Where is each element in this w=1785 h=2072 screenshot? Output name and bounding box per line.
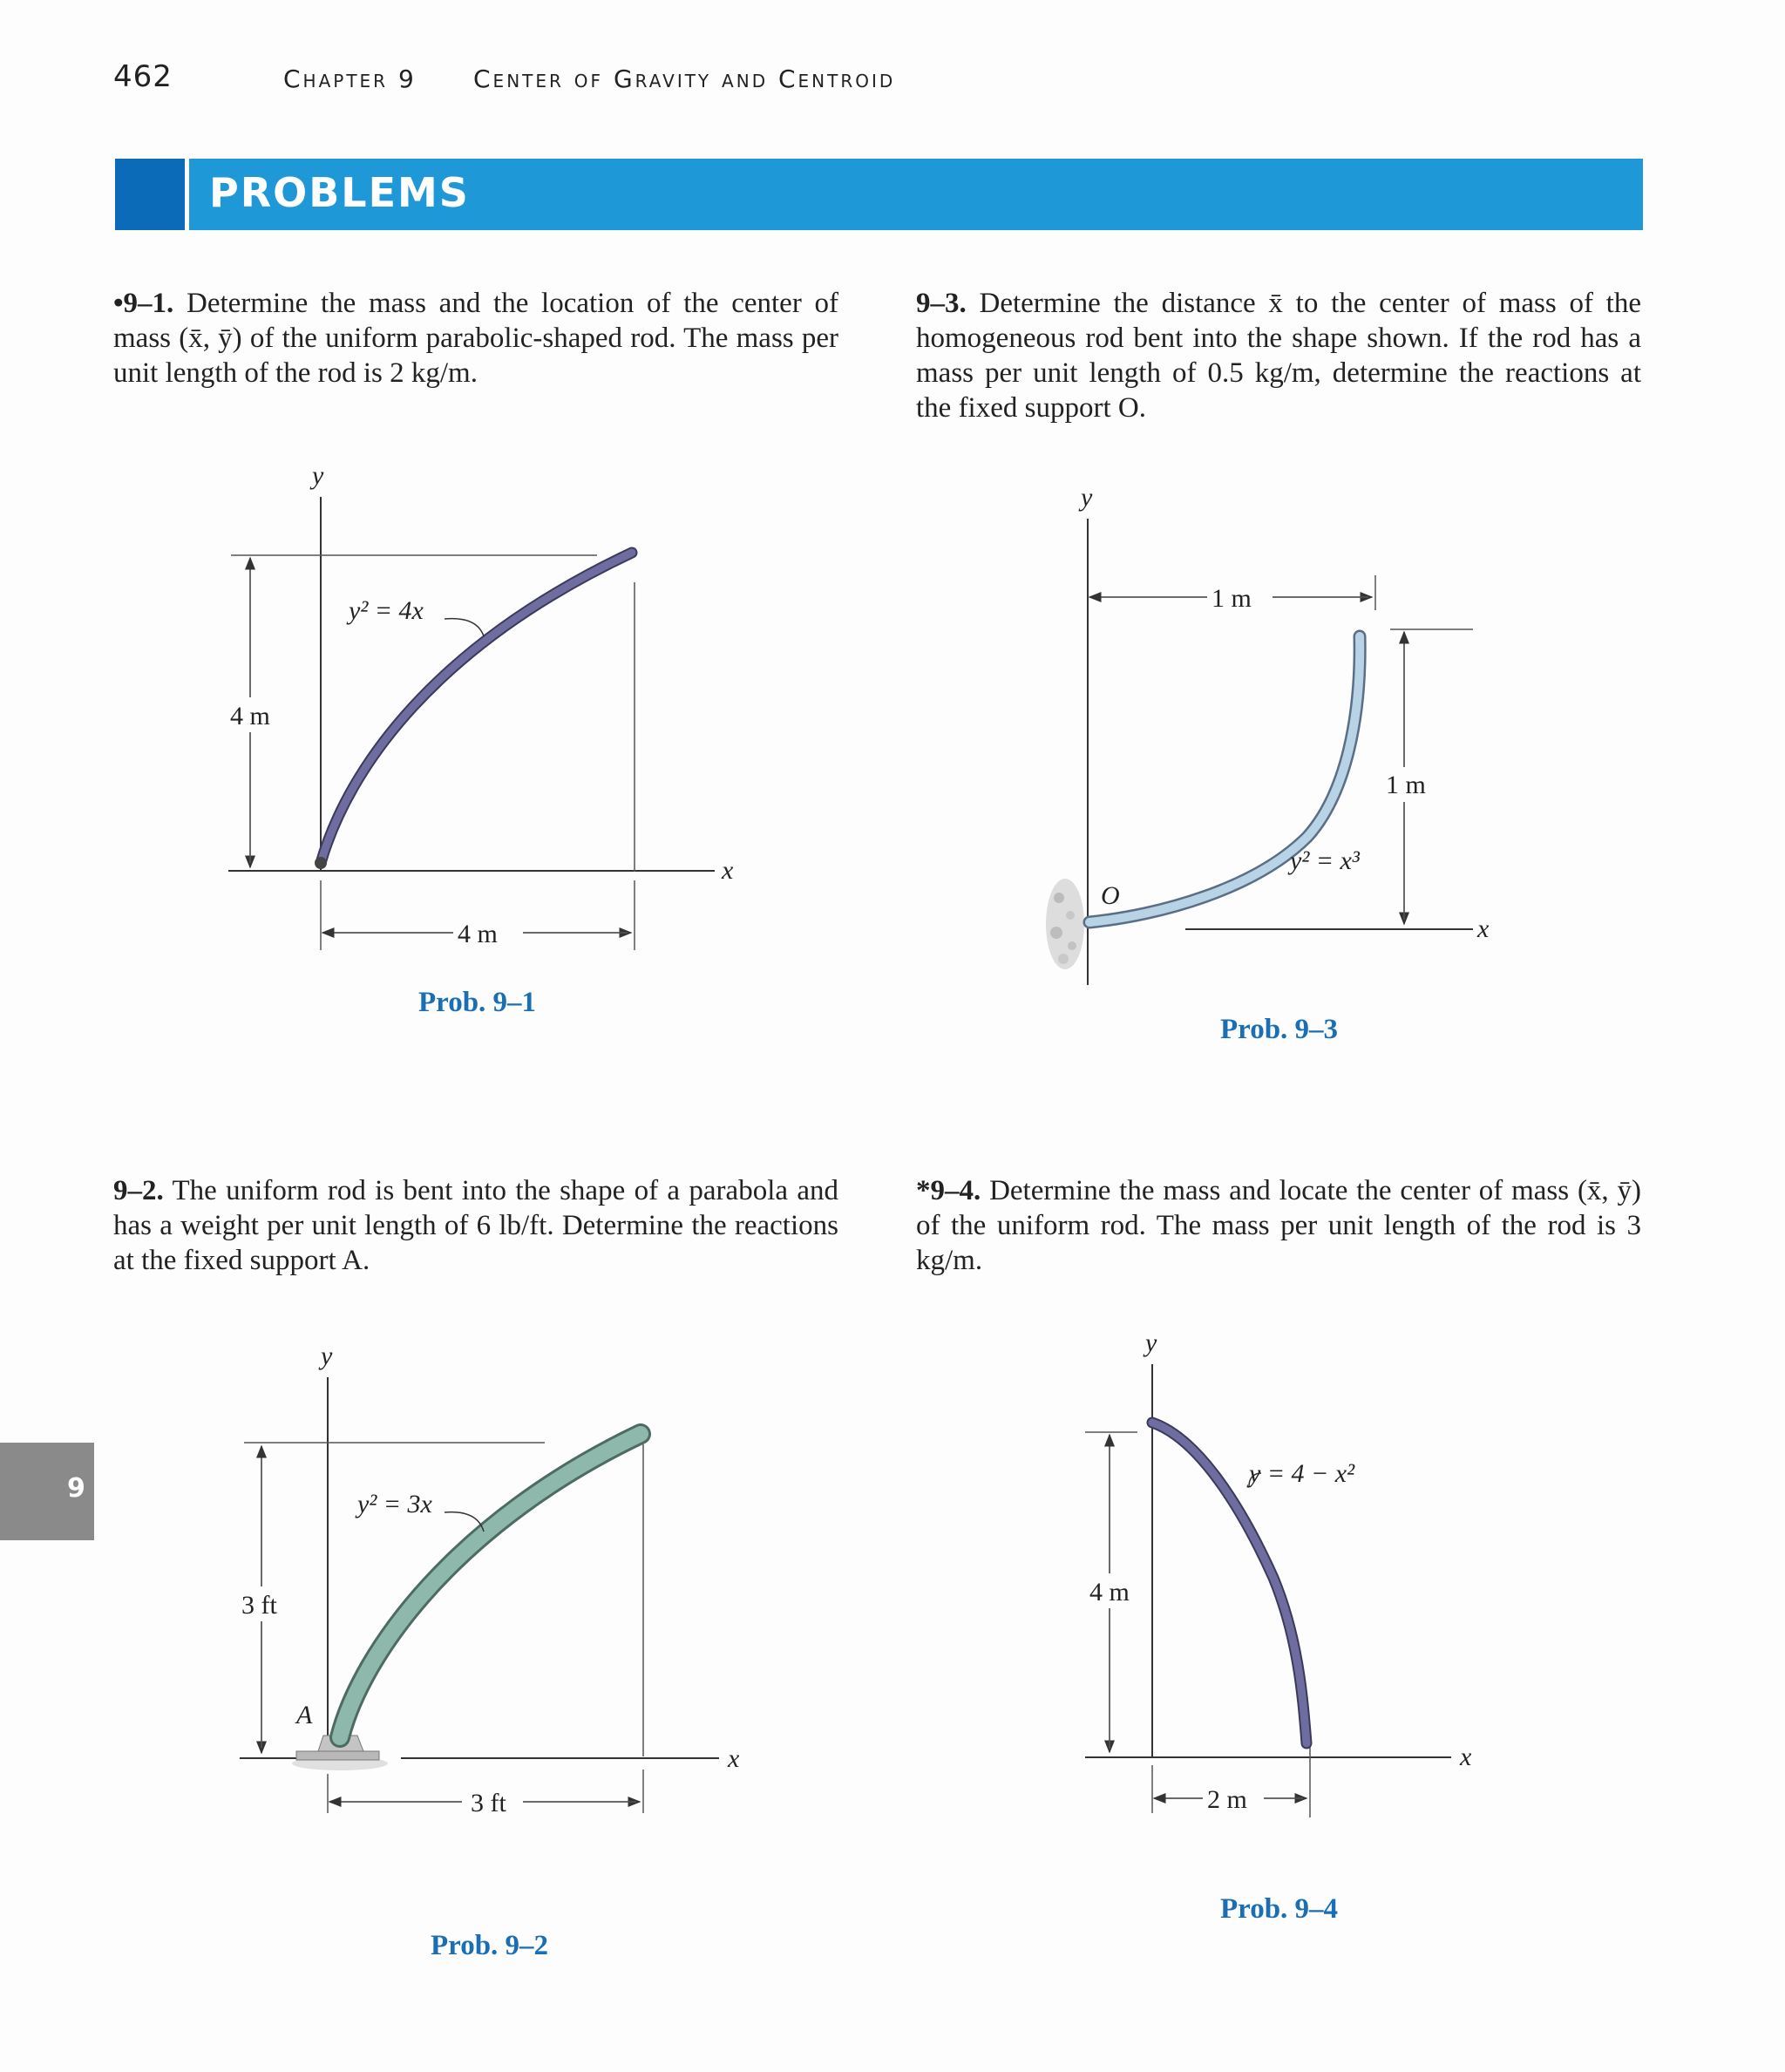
rod-equation: y = 4 − x² xyxy=(1249,1459,1355,1488)
figure-9-1 xyxy=(218,453,758,959)
caption-9-1: Prob. 9–1 xyxy=(418,987,537,1018)
problem-9-1 xyxy=(113,286,838,391)
chapter-label: Chapter 9 xyxy=(283,65,417,93)
rod-equation: y² = 4x xyxy=(349,596,424,625)
problem-9-3 xyxy=(916,286,1641,425)
problem-text: The uniform rod is bent into the shape of a parabola and has a weight per unit length of 6 lb/ft. Determine the reactions at the fixed support A. xyxy=(113,1175,839,1276)
width-dimension: 1 m xyxy=(1211,584,1252,613)
height-dimension: 1 m xyxy=(1386,771,1426,799)
width-dimension: 2 m xyxy=(1207,1785,1247,1814)
problem-label: 9–3. xyxy=(916,288,967,319)
side-tab-number: 9 xyxy=(67,1473,85,1504)
figure-9-4 xyxy=(1068,1325,1521,1839)
problem-label: *9–4. xyxy=(916,1175,981,1206)
banner-title: PROBLEMS xyxy=(209,169,470,216)
rod-equation: y² = x³ xyxy=(1290,846,1360,875)
y-axis-label: y xyxy=(312,461,324,490)
caption-9-4: Prob. 9–4 xyxy=(1220,1893,1339,1925)
support-label: A xyxy=(296,1701,313,1729)
caption-9-2: Prob. 9–2 xyxy=(431,1930,549,1961)
rod-equation: y² = 3x xyxy=(357,1490,432,1518)
problem-9-4 xyxy=(916,1173,1641,1278)
fixed-wall xyxy=(1046,879,1084,969)
figure-9-2 xyxy=(231,1338,771,1826)
problem-text: Determine the mass and locate the center of mass (x̄, ȳ) of the uniform rod. The mass per unit length of the rod is 3 kg/m. xyxy=(916,1175,1641,1276)
height-dimension: 4 m xyxy=(1089,1578,1130,1607)
banner-accent xyxy=(115,159,185,230)
problem-label: •9–1. xyxy=(113,288,174,319)
height-dimension: 4 m xyxy=(230,702,270,730)
x-axis-label: x xyxy=(1477,914,1490,943)
width-dimension: 4 m xyxy=(458,920,498,948)
rod-curve xyxy=(1089,636,1360,922)
figure-9-3 xyxy=(1037,479,1525,985)
y-axis-label: y xyxy=(1081,483,1093,512)
caption-9-3: Prob. 9–3 xyxy=(1220,1014,1339,1045)
x-axis-label: x xyxy=(1460,1743,1472,1771)
problem-text: Determine the mass and the location of the center of mass (x̄, ȳ) of the uniform parabolic-shaped rod. The mass per unit length of the rod is 2 kg/m. xyxy=(113,288,838,389)
width-dimension: 3 ft xyxy=(471,1789,506,1817)
problem-label: 9–2. xyxy=(113,1175,164,1206)
problem-text: Determine the distance x̄ to the center of mass of the homogeneous rod bent into the shape shown. If the rod has a mass per unit length of 0.5 kg/m, determine the reactions at the fixed support O. xyxy=(916,288,1641,424)
height-dimension: 3 ft xyxy=(241,1591,277,1620)
x-axis-label: x xyxy=(728,1744,740,1773)
x-axis-label: x xyxy=(722,856,734,885)
chapter-title: Center of Gravity and Centroid xyxy=(473,65,896,93)
rod-curve xyxy=(340,1434,641,1737)
page-number: 462 xyxy=(113,59,173,94)
problem-9-2 xyxy=(113,1173,838,1278)
support-label: O xyxy=(1101,881,1120,910)
y-axis-label: y xyxy=(1145,1328,1157,1357)
y-axis-label: y xyxy=(321,1342,333,1370)
